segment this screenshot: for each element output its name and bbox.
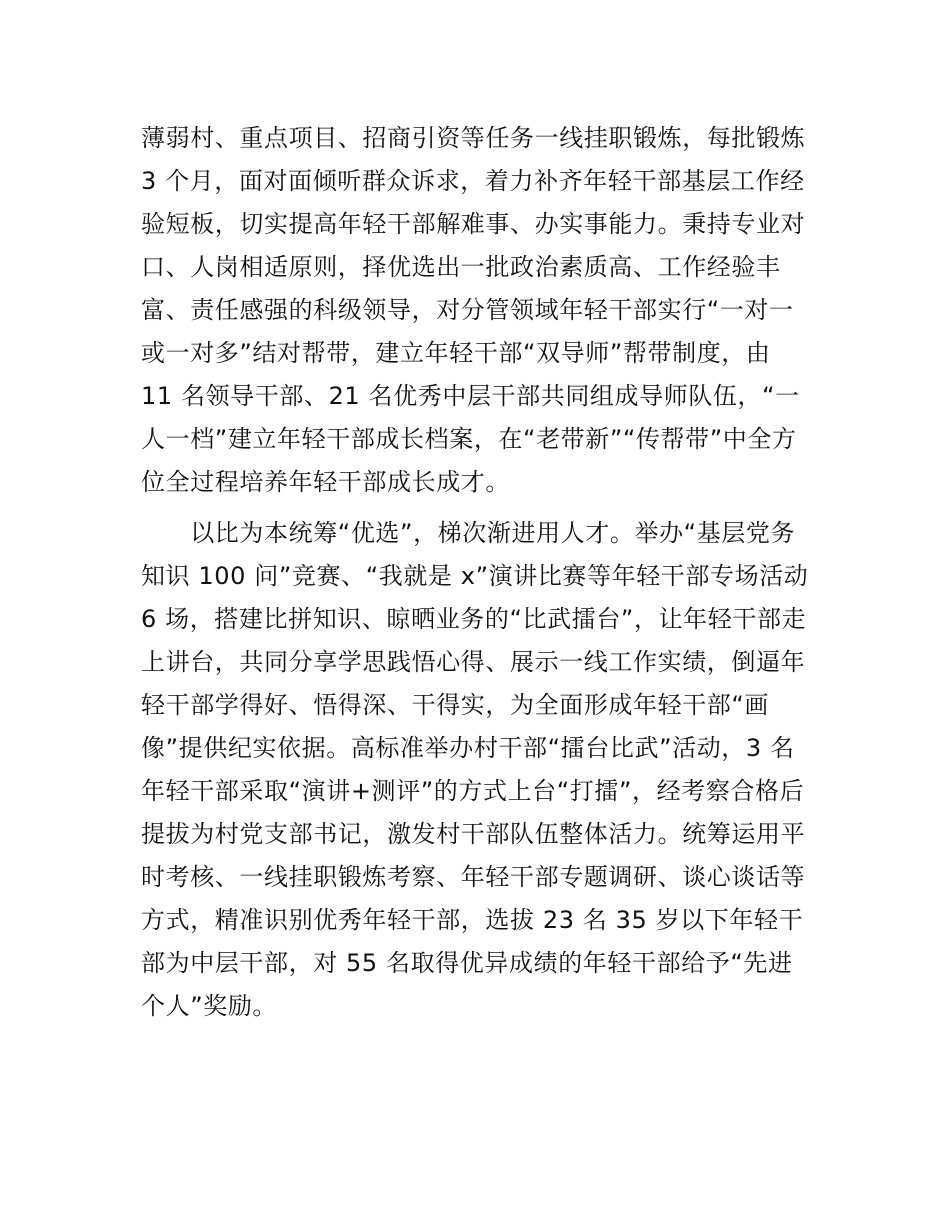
- body-text: [141, 117, 813, 1028]
- text-line: 位全过程培养年轻干部成长成才。: [141, 468, 510, 496]
- paragraph-1: [141, 117, 813, 504]
- text-line: 验短板，切实提高年轻干部解难事、办实事能力。秉持专业对: [141, 210, 806, 238]
- text-line: 方式，精准识别优秀年轻干部，选拔 23 名 35 岁以下年轻干: [141, 906, 804, 934]
- paragraph-2: [141, 512, 813, 1028]
- paragraph-spacer: [141, 504, 813, 512]
- text-line: 年轻干部采取“演讲+测评”的方式上台“打擂”，经考察合格后: [141, 777, 805, 805]
- text-line: 6 场，搭建比拼知识、晾晒业务的“比武擂台”，让年轻干部走: [141, 605, 807, 633]
- text-line: 像”提供纪实依据。高标准举办村干部“擂台比武”活动，3 名: [141, 734, 795, 762]
- text-line: 时考核、一线挂职锻炼考察、年轻干部专题调研、谈心谈话等: [141, 863, 806, 891]
- text-line: 以比为本统筹“优选”，梯次渐进用人才。举办“基层党务: [141, 519, 796, 547]
- text-line: 11 名领导干部、21 名优秀中层干部共同组成导师队伍，“一: [141, 382, 800, 410]
- text-line: 富、责任感强的科级领导，对分管领域年轻干部实行“一对一: [141, 296, 794, 324]
- text-line: 口、人岗相适原则，择优选出一批政治素质高、工作经验丰: [141, 253, 781, 281]
- text-line: 上讲台，共同分享学思践悟心得、展示一线工作实绩，倒逼年: [141, 648, 806, 676]
- text-line: 人一档”建立年轻干部成长档案，在“老带新”“传帮带”中全方: [141, 425, 797, 453]
- text-line: 知识 100 问”竞赛、“我就是 x”演讲比赛等年轻干部专场活动: [141, 562, 809, 590]
- text-line: 3 个月，面对面倾听群众诉求，着力补齐年轻干部基层工作经: [141, 167, 805, 195]
- text-line: 提拔为村党支部书记，激发村干部队伍整体活力。统筹运用平: [141, 820, 806, 848]
- text-line: 个人”奖励。: [141, 992, 278, 1020]
- text-line: 薄弱村、重点项目、招商引资等任务一线挂职锻炼，每批锻炼: [141, 124, 806, 152]
- text-line: 部为中层干部，对 55 名取得优异成绩的年轻干部给予“先进: [141, 949, 793, 977]
- text-line: 或一对多”结对帮带，建立年轻干部“双导师”帮带制度，由: [141, 339, 771, 367]
- text-line: 轻干部学得好、悟得深、干得实，为全面形成年轻干部“画: [141, 691, 770, 719]
